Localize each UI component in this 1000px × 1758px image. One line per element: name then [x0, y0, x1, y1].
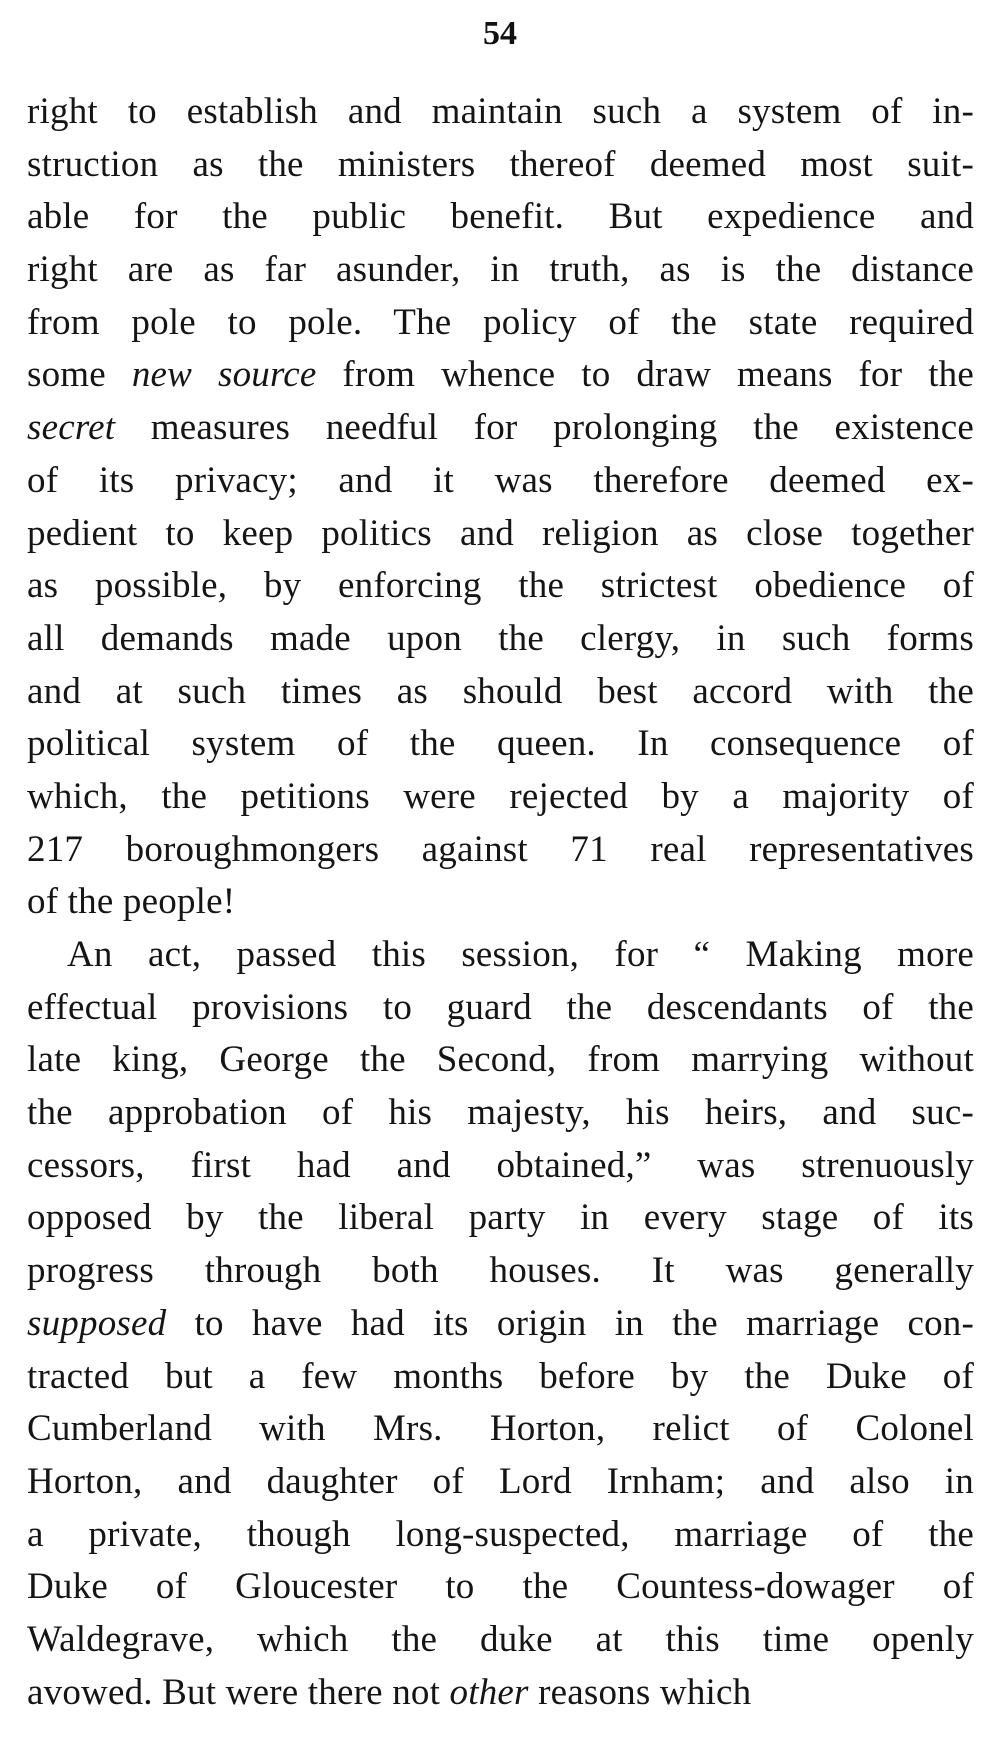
text-segment: reasons which [528, 1671, 752, 1713]
text-line [27, 1561, 974, 1614]
text-line [27, 1614, 974, 1667]
text-segment: all demands made upon the clergy, in such forms [27, 617, 974, 659]
text-segment: avowed. But were there not [27, 1671, 450, 1713]
text-line [27, 139, 974, 192]
text-segment: An act, passed this session, for “ Making more [67, 934, 974, 975]
italic-text: secret [27, 407, 116, 449]
text-line [27, 1192, 974, 1245]
italic-text: supposed [27, 1302, 167, 1344]
text-line [27, 1351, 974, 1404]
text-line [27, 1034, 974, 1087]
text-segment: progress through both houses. It was generally [27, 1250, 974, 1292]
text-line [27, 876, 974, 929]
text-segment: a private, though long-suspected, marriage of the [27, 1513, 974, 1555]
text-segment: able for the public benefit. But expedience and [27, 196, 974, 238]
body-text [27, 86, 974, 1719]
text-segment: tracted but a few months before by the Duke of [27, 1355, 974, 1397]
text-segment: effectual provisions to guard the descendants of the [27, 986, 974, 1028]
text-line [27, 1298, 974, 1351]
text-line [27, 244, 974, 297]
italic-text: new source [131, 354, 317, 396]
text-line [27, 508, 974, 561]
text-line [27, 771, 974, 824]
page-number: 54 [483, 15, 517, 52]
italic-text: other [449, 1671, 529, 1713]
text-line [27, 666, 974, 719]
text-segment: the approbation of his majesty, his heirs, and suc- [27, 1092, 974, 1134]
text-segment: opposed by the liberal party in every stage of its [27, 1197, 974, 1239]
text-segment: Duke of Gloucester to the Countess-dowager of [27, 1566, 974, 1608]
text-line [27, 982, 974, 1035]
text-line [27, 824, 974, 877]
text-line [27, 560, 974, 613]
text-segment: Horton, and daughter of Lord Irnham; and also in [27, 1460, 974, 1502]
text-segment: some [27, 354, 132, 396]
text-line [27, 1087, 974, 1140]
text-line [27, 613, 974, 666]
text-segment: Cumberland with Mrs. Horton, relict of Colonel [27, 1408, 974, 1450]
text-line [27, 929, 974, 982]
text-segment: right are as far asunder, in truth, as is the distance [27, 249, 974, 291]
text-segment: late king, George the Second, from marrying without [27, 1039, 974, 1081]
text-segment: from pole to pole. The policy of the state required [27, 301, 974, 343]
text-segment: pedient to keep politics and religion as close together [27, 512, 974, 554]
text-line [27, 349, 974, 402]
text-line [27, 1245, 974, 1298]
text-line [27, 455, 974, 508]
text-line [27, 1456, 974, 1509]
text-line [27, 1140, 974, 1193]
text-line [27, 1667, 974, 1720]
text-segment: as possible, by enforcing the strictest obedience of [27, 565, 974, 607]
text-segment: cessors, first had and obtained,” was strenuously [27, 1144, 974, 1186]
text-line [27, 402, 974, 455]
text-line [27, 191, 974, 244]
text-segment: measures needful for prolonging the existence [115, 407, 974, 449]
text-line [27, 718, 974, 771]
text-segment: struction as the ministers thereof deemed most suit- [27, 143, 974, 185]
text-segment: of the people! [27, 881, 236, 923]
text-segment: and at such times as should best accord with the [27, 670, 974, 712]
text-segment: to have had its origin in the marriage con- [166, 1302, 974, 1344]
text-line [27, 86, 974, 139]
text-segment: right to establish and maintain such a system of in- [27, 91, 974, 132]
text-line [27, 1509, 974, 1562]
text-segment: which, the petitions were rejected by a majority of [27, 775, 974, 817]
text-line [27, 297, 974, 350]
text-segment: of its privacy; and it was therefore deemed ex- [27, 459, 974, 501]
text-segment: 217 boroughmongers against 71 real representatives [27, 828, 974, 870]
text-segment: from whence to draw means for the [316, 354, 975, 396]
text-line [27, 1403, 974, 1456]
text-segment: political system of the queen. In consequence of [27, 723, 974, 765]
text-segment: Waldegrave, which the duke at this time openly [27, 1618, 974, 1660]
